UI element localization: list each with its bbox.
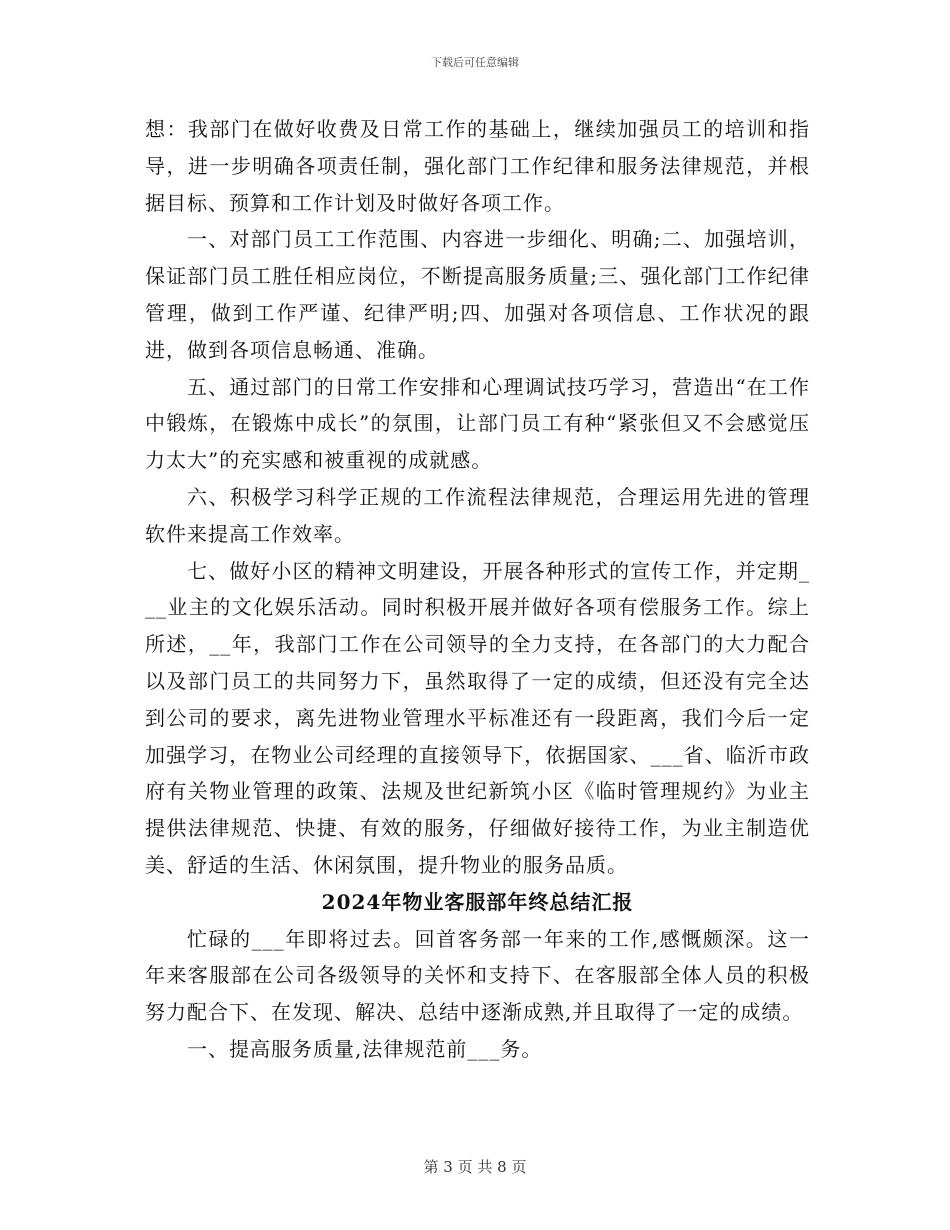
paragraph-item-6: 六、积极学习科学正规的工作流程法律规范，合理运用先进的管理软件来提高工作效率。 bbox=[145, 484, 810, 546]
paragraph-item-7-summary: 七、做好小区的精神文明建设，开展各种形式的宣传工作，并定期___业主的文化娱乐活动。同时积极开展并做好各项有偿服务工作。综上所述，__年，我部门工作在公司领导的全力支持，在各部门的大力配合以及部门员工的共同努力下，虽然取得了一定的成绩，但还没有完全达到公司的要求，离先进物业管理水平标准还有一段距离，我们今后一定加强学习，在物业公司经理的直接领导下，依据国家、___省、临沂市政府有关物业管理的政策、法规及世纪新筑小区《临时管理规约》为业主提供法律规范、快捷、有效的服务，仔细做好接待工作，为业主制造优美、舒适的生活、休闲氛围，提升物业的服务品质。 bbox=[145, 558, 810, 877]
page-indicator: 第 3 页 共 8 页 bbox=[423, 1158, 527, 1176]
section-intro-paragraph: 忙碌的___年即将过去。回首客务部一年来的工作,感慨颇深。这一年来客服部在公司各级领导的关怀和支持下、在客服部全体人员的积极努力配合下、在发现、解决、总结中逐渐成熟,并且取得了一定的成绩。 bbox=[145, 926, 810, 1025]
section-item-1: 一、提高服务质量,法律规范前___务。 bbox=[187, 1036, 543, 1061]
paragraph-items-1-4: 一、对部门员工工作范围、内容进一步细化、明确;二、加强培训，保证部门员工胜任相应岗位，不断提高服务质量;三、强化部门工作纪律管理，做到工作严谨、纪律严明;四、加强对各项信息、工作状况的跟进，做到各项信息畅通、准确。 bbox=[145, 227, 810, 362]
download-note: 下载后可任意编辑 bbox=[431, 56, 519, 69]
paragraph-continuation: 想：我部门在做好收费及日常工作的基础上，继续加强员工的培训和指导，进一步明确各项责任制，强化部门工作纪律和服务法律规范，并根据目标、预算和工作计划及时做好各项工作。 bbox=[145, 117, 810, 215]
paragraph-item-5: 五、通过部门的日常工作安排和心理调试技巧学习，营造出“在工作中锻炼，在锻炼中成长”的氛围，让部门员工有种“紧张但又不会感觉压力太大”的充实感和被重视的成就感。 bbox=[145, 374, 810, 473]
section-title: 2024年物业客服部年终总结汇报 bbox=[321, 889, 634, 914]
document-body bbox=[145, 111, 810, 1068]
